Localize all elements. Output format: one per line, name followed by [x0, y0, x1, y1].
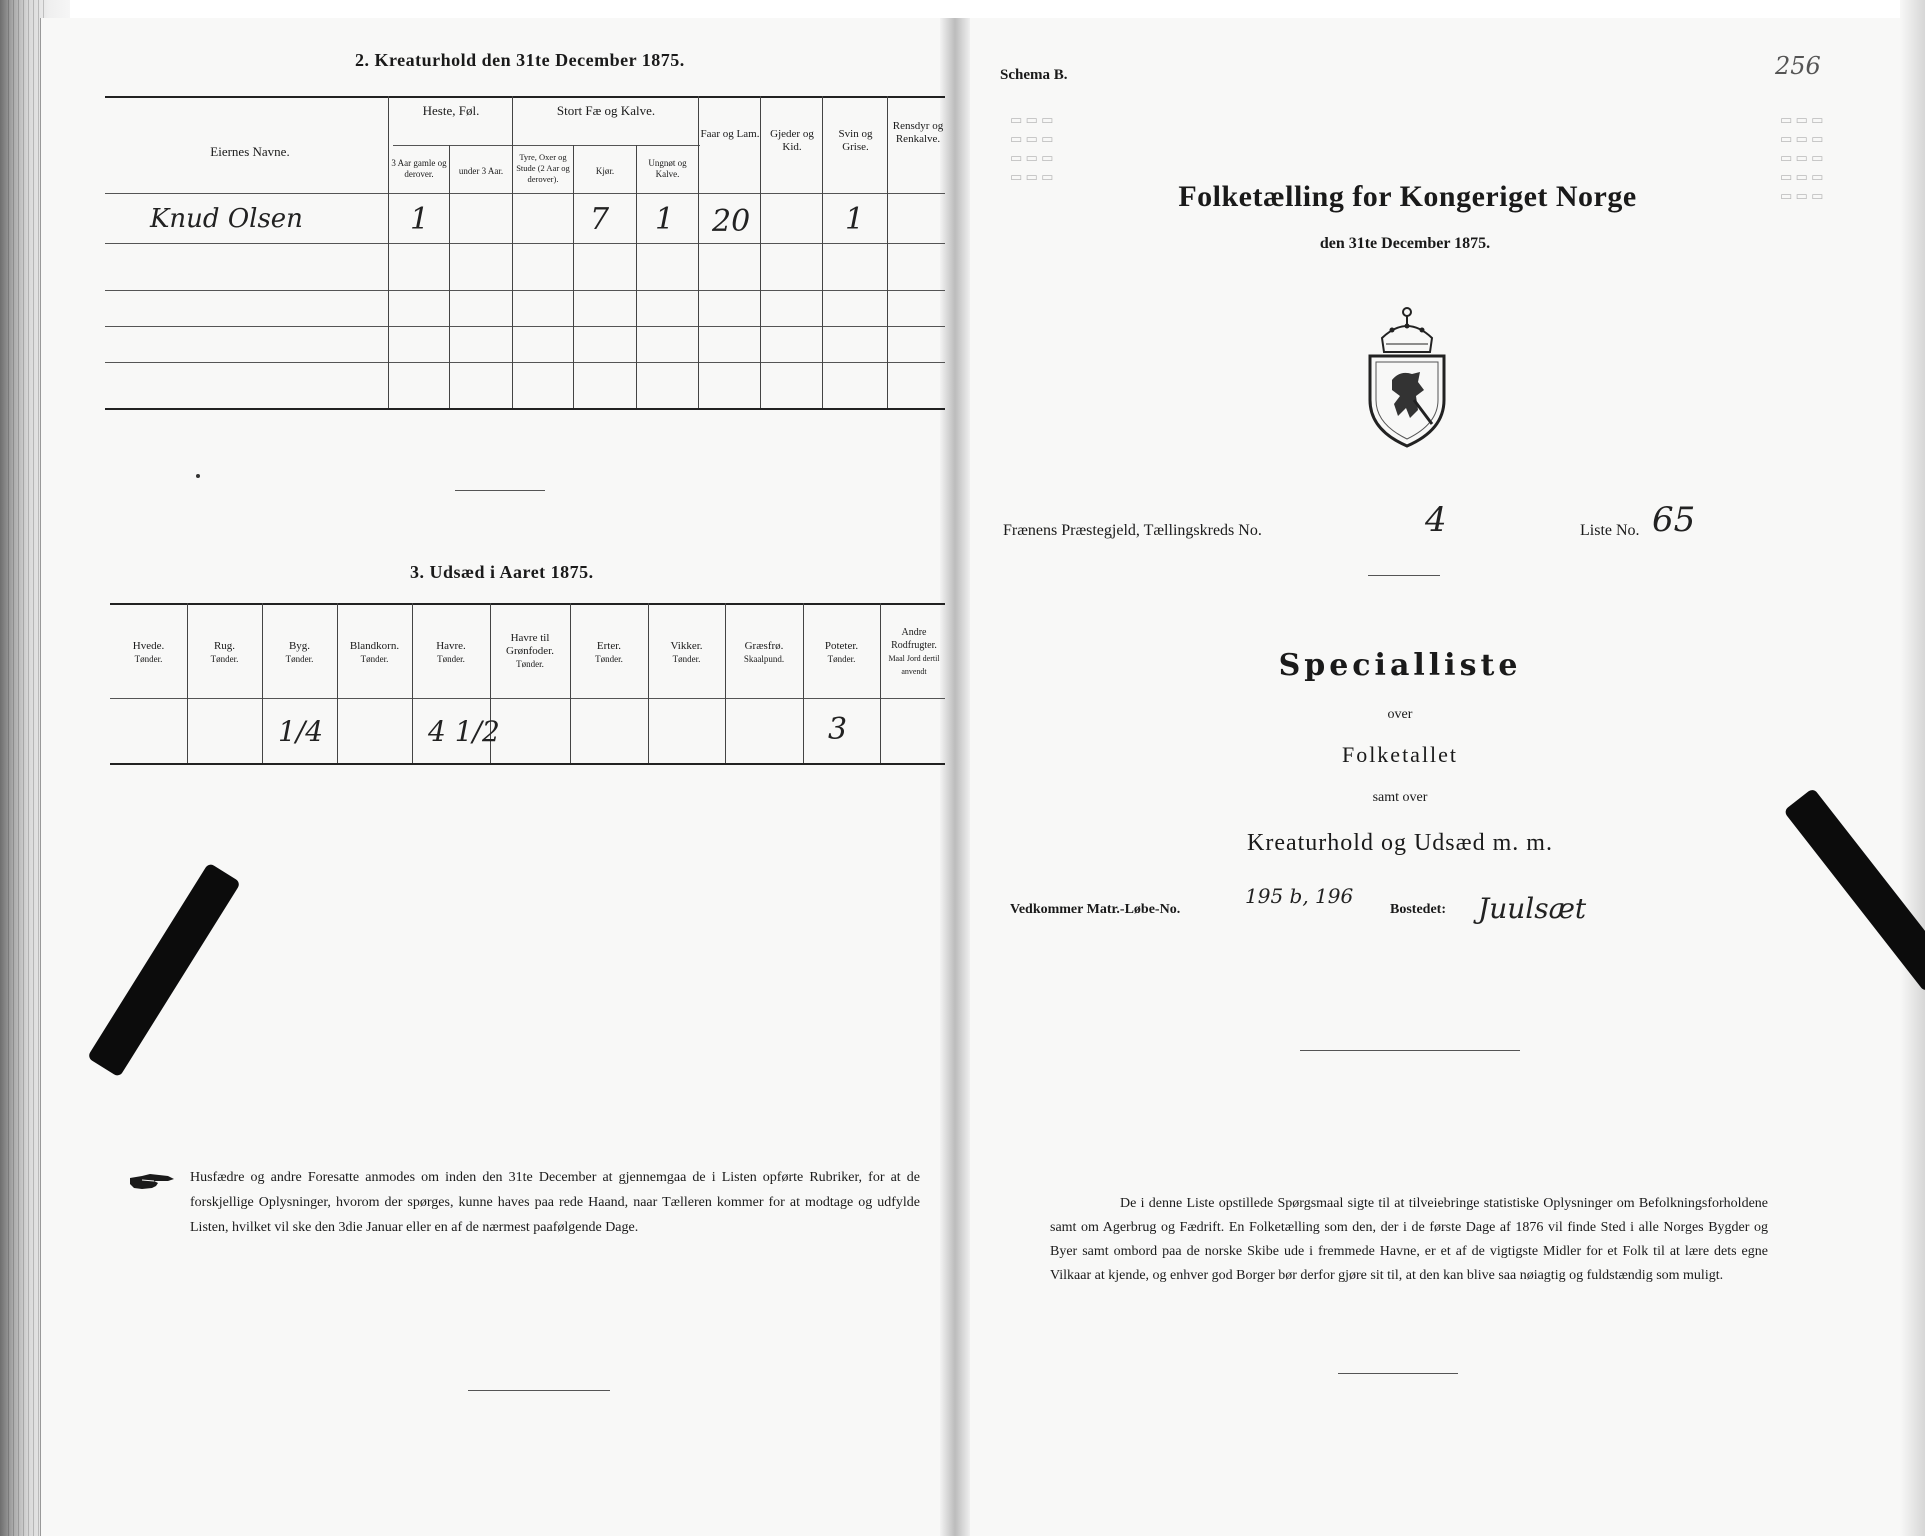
- page-number: 256: [1775, 52, 1821, 80]
- header-erter: Erter. Tønder.: [595, 640, 623, 664]
- separator-rule-right-3: [1338, 1373, 1458, 1374]
- value-horses-old: 1: [410, 202, 430, 237]
- table3-header-rule: [110, 698, 945, 699]
- header-cattle: Stort Fæ og Kalve.: [556, 103, 656, 118]
- header-horses-old: 3 Aar gamle og derover.: [391, 158, 447, 179]
- page-title: Folketælling for Kongeriget Norge: [1178, 180, 1637, 213]
- samt-over-label: samt over: [1372, 790, 1428, 805]
- table2-top-rule: [105, 96, 945, 98]
- census-date: den 31te December 1875.: [1319, 235, 1491, 252]
- separator-rule-right-2: [1300, 1050, 1520, 1051]
- table3-col-line: [412, 603, 413, 763]
- table3-col-line: [187, 603, 188, 763]
- table2-col-line: [512, 96, 513, 408]
- bosted-value: Juulsæt: [1478, 892, 1587, 925]
- matr-value: 195 b, 196: [1245, 884, 1354, 908]
- matr-label: Vedkommer Matr.-Løbe-No.: [1010, 902, 1181, 917]
- list-number: 65: [1652, 500, 1696, 540]
- table3-col-line: [570, 603, 571, 763]
- pointing-hand-icon: [128, 1170, 176, 1199]
- notice-text: Husfædre og andre Foresatte anmodes om inden den 31te December at gjennemgaa de i Listen opførte Rubriker, for at de forskjellige Oplysninger, hvorom der spørges, kunne haves paa rede Haand, naar Tælleren kommer for at modtage og udfylde Listen, hvilket vil ske den 3die Januar eller en af de nærmest paafølgende Dage.: [190, 1170, 920, 1235]
- ink-dot: [196, 474, 200, 478]
- value-pigs: 1: [845, 202, 865, 237]
- table2-row-rule-4: [105, 362, 945, 363]
- over-label: over: [1387, 707, 1413, 722]
- header-rug: Rug. Tønder.: [210, 640, 239, 664]
- table3-col-line: [262, 603, 263, 763]
- norway-coat-of-arms-icon: [1362, 300, 1452, 453]
- header-sheep: Faar og Lam.: [700, 128, 760, 140]
- header-cattle-young: Ungnøt og Kalve.: [648, 158, 687, 179]
- header-blandkorn: Blandkorn. Tønder.: [349, 640, 400, 664]
- kreaturhold-label: Kreaturhold og Udsæd m. m.: [1247, 830, 1553, 856]
- header-poteter: Poteter. Tønder.: [824, 640, 859, 664]
- header-horses: Heste, Føl.: [422, 103, 480, 118]
- value-cattle-cows: 7: [590, 202, 610, 237]
- list-label: Liste No.: [1580, 522, 1640, 539]
- header-cattle-bulls: Tyre, Oxer og Stude (2 Aar og derover).: [516, 152, 570, 184]
- table2-header-rule: [105, 193, 945, 194]
- table2-col-line: [887, 96, 888, 408]
- folketallet-label: Folketallet: [1341, 742, 1459, 767]
- table2-col-line: [822, 96, 823, 408]
- table2-subheader-rule: [450, 145, 700, 146]
- owner-name-handwritten: Knud Olsen: [150, 204, 303, 234]
- table3-col-line: [725, 603, 726, 763]
- value-poteter: 3: [828, 712, 848, 747]
- table2-col-line: [698, 96, 699, 408]
- book-gutter: [940, 18, 970, 1536]
- specialliste-heading: Specialliste: [1278, 648, 1522, 683]
- section3-title: 3. Udsæd i Aaret 1875.: [410, 562, 594, 582]
- separator-rule-right-1: [1368, 575, 1440, 576]
- value-havre: 4 1/2: [428, 715, 500, 748]
- header-horses-young: under 3 Aar.: [458, 166, 504, 176]
- header-byg: Byg. Tønder.: [285, 640, 314, 664]
- header-andre-rodfrugter: Andre Rodfrugter. Maal Jord dertil anvendt: [888, 627, 940, 676]
- schema-label: Schema B.: [1000, 67, 1068, 83]
- header-reindeer: Rensdyr og Renkalve.: [892, 120, 944, 145]
- value-sheep: 20: [712, 204, 751, 239]
- table2-bottom-rule: [105, 408, 945, 410]
- table2-col-line: [449, 145, 450, 408]
- header-havre-gronfoder: Havre til Grønfoder. Tønder.: [506, 632, 554, 669]
- header-cattle-cows: Kjør.: [595, 166, 615, 176]
- table3-col-line: [648, 603, 649, 763]
- table2-col-line: [388, 96, 389, 408]
- left-page: [40, 18, 951, 1536]
- header-owner-names: Eiernes Navne.: [210, 144, 290, 159]
- bleed-through-marks: ▭ ▭ ▭ ▭ ▭ ▭ ▭ ▭ ▭ ▭ ▭ ▭: [1010, 112, 1054, 184]
- table3-col-line: [337, 603, 338, 763]
- header-hvede: Hvede. Tønder.: [132, 640, 165, 664]
- header-vikker: Vikker. Tønder.: [670, 640, 703, 664]
- bleed-through-marks-right: ▭ ▭ ▭ ▭ ▭ ▭ ▭ ▭ ▭ ▭ ▭ ▭ ▭ ▭ ▭: [1780, 112, 1824, 203]
- table2-row-rule-2: [105, 290, 945, 291]
- table2-col-line: [760, 96, 761, 408]
- explanation-paragraph: De i denne Liste opstillede Spørgsmaal sigte til at tilveiebringe statistiske Oplysninger om Befolkningsforholdene samt om Agerbrug og Fædrift. En Folketælling som den, der i de første Dage af 1876 vil finde Sted i alle Norges Bygder og Byer samt ombord paa de norske Skibe ude i fremmede Havne, er et af de vigtigste Midler for et Folk til at lære dets egne Vilkaar at kjende, og enhver god Borger bør derfor gjøre sit til, at den kan blive saa nøiagtig og fuldstændig som muligt.: [1050, 1196, 1768, 1283]
- parish-label: Frænens Præstegjeld, Tællingskreds No.: [1003, 522, 1262, 539]
- table3-top-rule: [110, 603, 945, 605]
- table2-col-line: [573, 145, 574, 408]
- section2-title: 2. Kreaturhold den 31te December 1875.: [355, 50, 685, 70]
- table2-row-rule-3: [105, 326, 945, 327]
- page-edge-shadow: [1900, 0, 1925, 1536]
- table2-subheader-rule-horses: [393, 145, 450, 146]
- header-havre: Havre. Tønder.: [436, 640, 466, 664]
- header-graesfro: Græsfrø. Skaalpund.: [743, 640, 785, 664]
- bosted-label: Bostedet:: [1390, 902, 1446, 917]
- district-number: 4: [1425, 500, 1447, 540]
- value-byg: 1/4: [278, 715, 324, 748]
- header-pigs: Svin og Grise.: [838, 128, 873, 153]
- value-cattle-young: 1: [655, 202, 675, 237]
- table2-col-line: [636, 145, 637, 408]
- separator-rule-bottom-left: [468, 1390, 610, 1391]
- separator-rule-left: [455, 490, 545, 491]
- table3-bottom-rule: [110, 763, 945, 765]
- header-goats: Gjeder og Kid.: [770, 128, 814, 153]
- table3-col-line: [803, 603, 804, 763]
- table2-row-rule-1: [105, 243, 945, 244]
